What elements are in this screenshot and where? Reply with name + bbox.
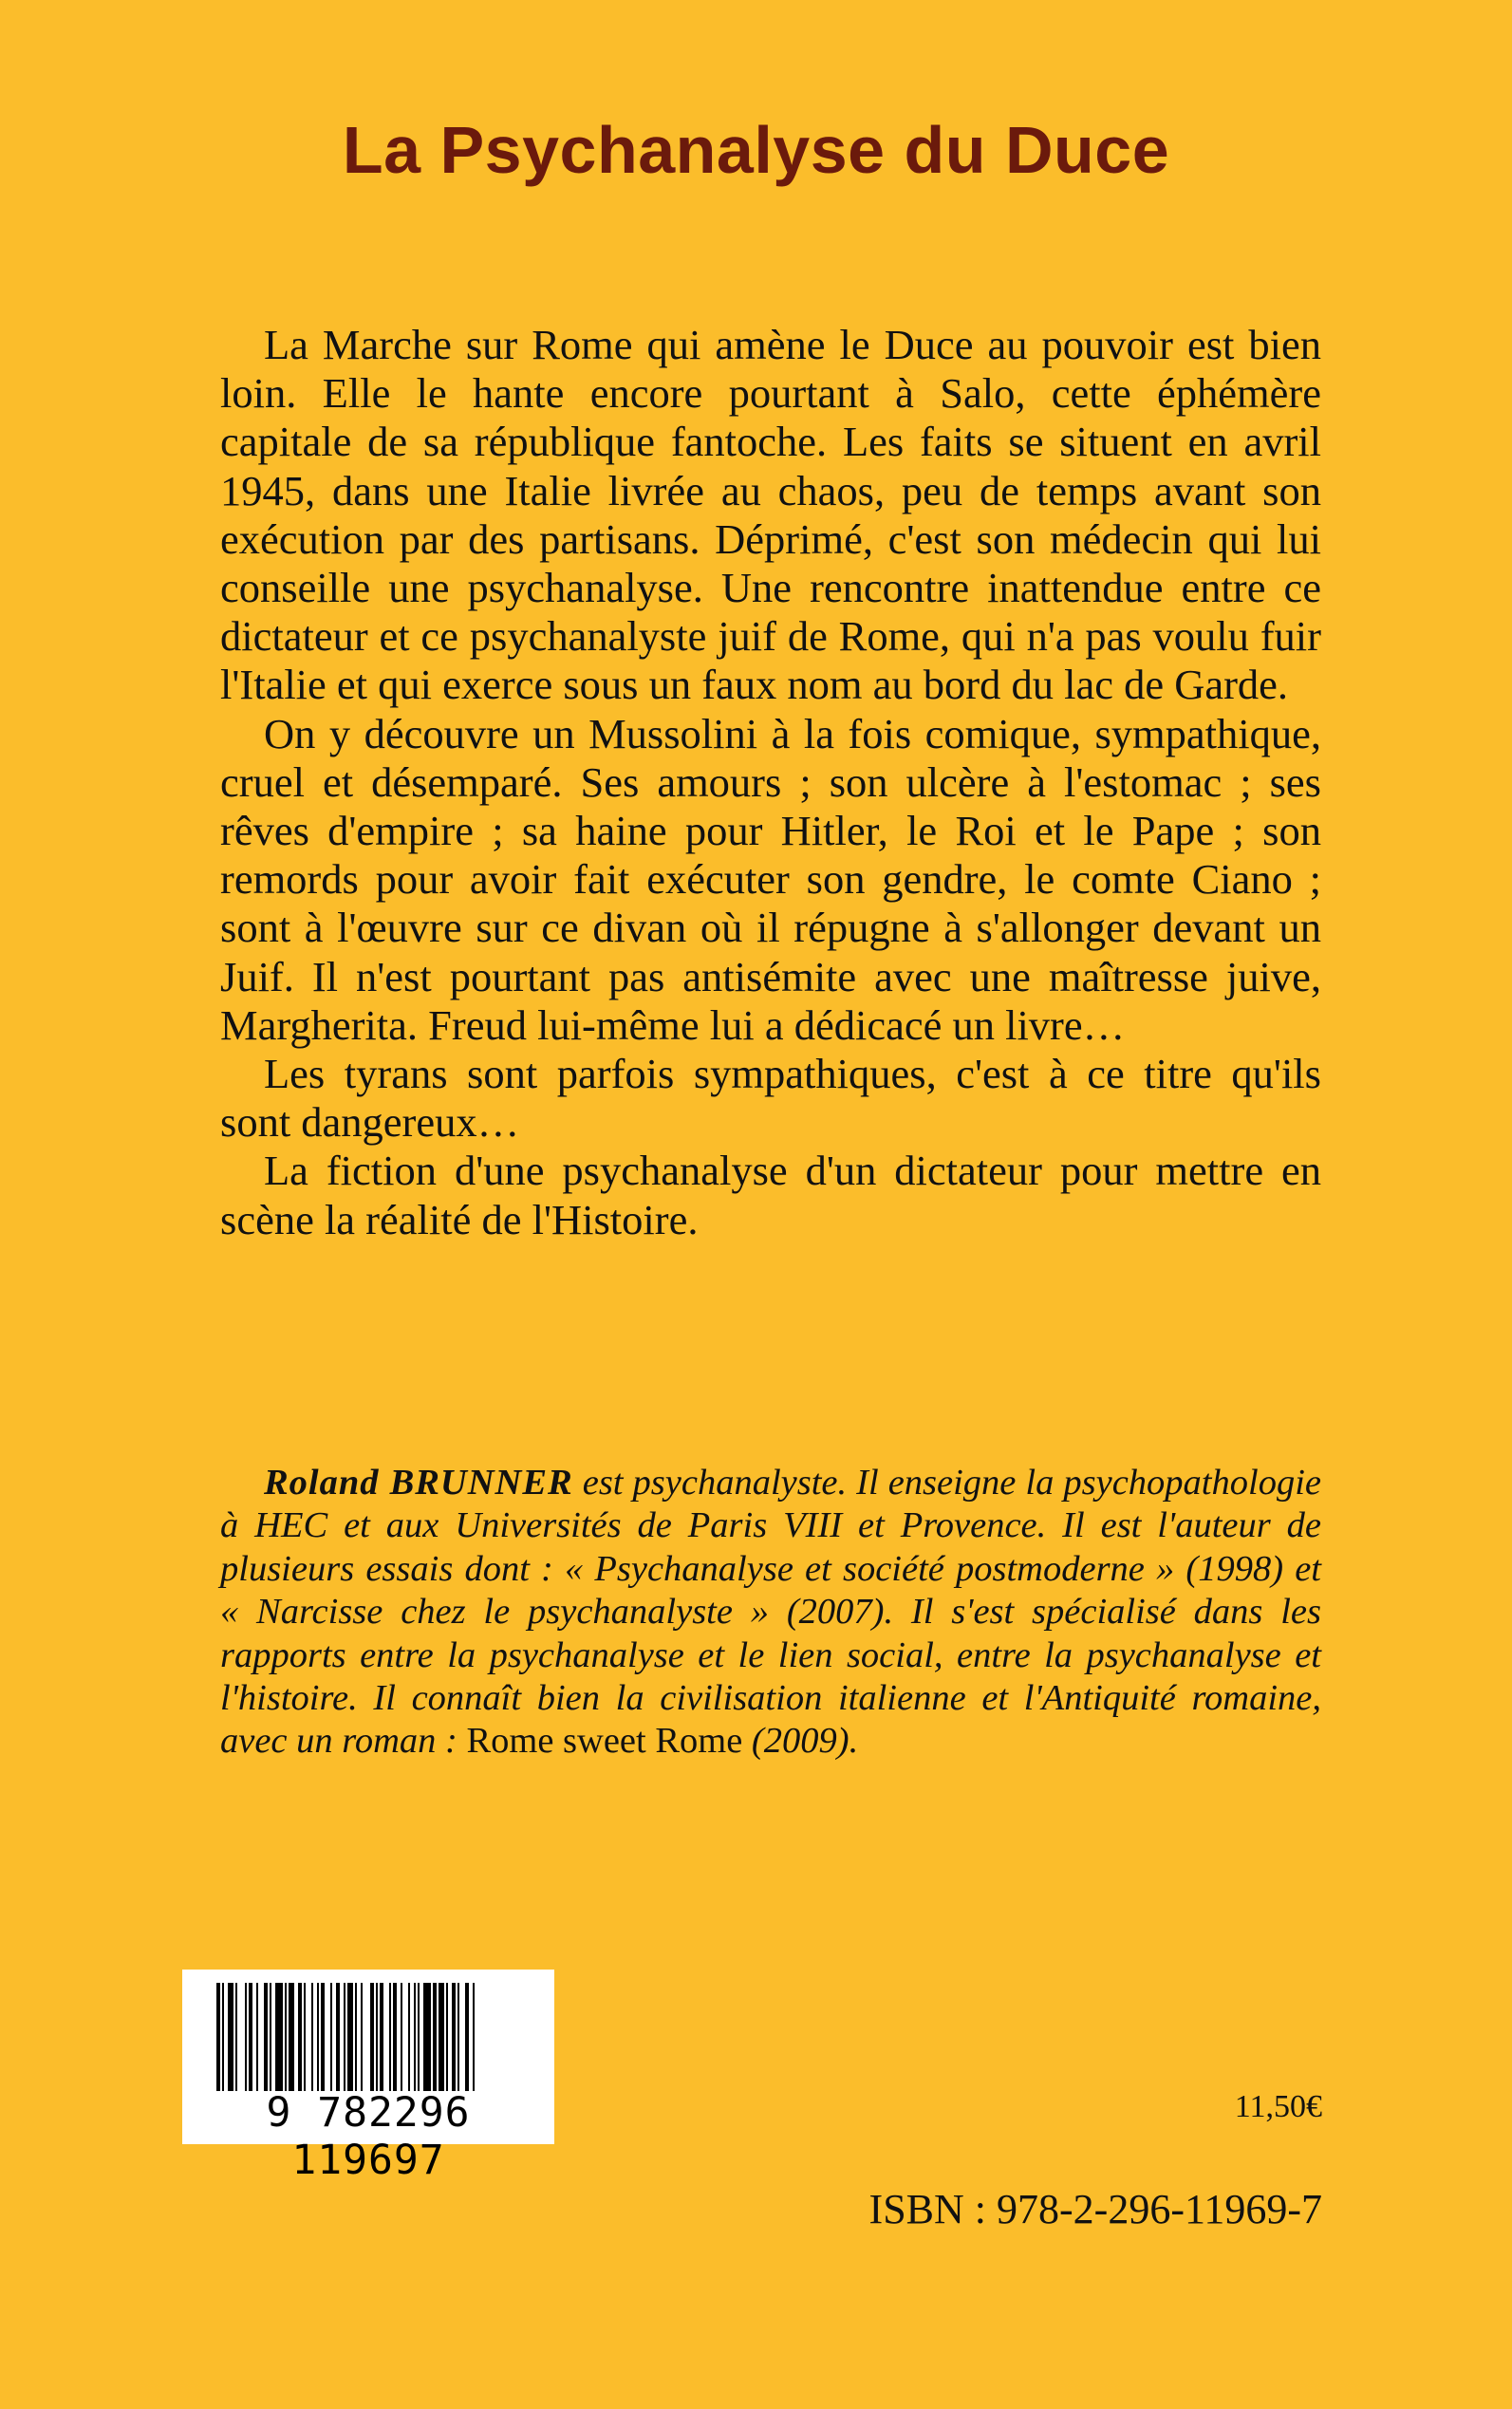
barcode-bar	[393, 1983, 397, 2091]
isbn: ISBN : 978-2-296-11969-7	[868, 2186, 1322, 2232]
barcode-bar	[433, 1983, 437, 2091]
barcode-bar	[446, 1983, 448, 2091]
barcode-bar	[317, 1983, 319, 2091]
barcode-bar	[235, 1983, 237, 2091]
barcode-bar	[330, 1983, 332, 2091]
barcode-bar	[370, 1983, 374, 2091]
barcode-bar	[380, 1983, 383, 2091]
barcode-bar	[222, 1983, 224, 2091]
barcode-digits: 9 782296 119697	[266, 2089, 471, 2184]
barcode-bar	[311, 1983, 313, 2091]
barcode-bar	[228, 1983, 233, 2091]
barcode-bar	[216, 1983, 220, 2091]
synopsis-paragraph-4: La fiction d'une psychanalyse d'un dictateur pour mettre en scène la réalité de l'Histoire.	[220, 1147, 1321, 1243]
author-name: Roland BRUNNER	[264, 1463, 573, 1503]
price: 11,50€	[1234, 2089, 1322, 2124]
barcode-bar	[304, 1983, 306, 2091]
barcode-bar	[256, 1983, 258, 2091]
barcode-bar	[285, 1983, 287, 2091]
barcode-bar	[355, 1983, 357, 2091]
barcode-bar	[361, 1983, 363, 2091]
barcode-bar	[452, 1983, 456, 2091]
barcode-bar	[389, 1983, 391, 2091]
barcode-bar	[473, 1983, 475, 2091]
synopsis	[220, 321, 1321, 1244]
barcode-bar	[249, 1983, 252, 2091]
barcode-bar	[321, 1983, 325, 2091]
barcode-bar	[270, 1983, 271, 2091]
barcode-bar	[245, 1983, 247, 2091]
barcode-bar	[465, 1983, 469, 2091]
author-bio	[220, 1462, 1321, 1764]
barcode-bar	[414, 1983, 416, 2091]
barcode-bar	[347, 1983, 353, 2091]
barcode-bar	[289, 1983, 294, 2091]
barcode-bar	[298, 1983, 302, 2091]
synopsis-paragraph-3: Les tyrans sont parfois sympathiques, c'est à ce titre qu'ils sont dangereux…	[220, 1050, 1321, 1147]
barcode-bar	[401, 1983, 402, 2091]
author-bio-text: est psychanalyste. Il enseigne la psychopathologie à HEC et aux Universités de Paris VIII et Provence. Il est l'auteur de plusieurs essais dont : « Psychanalyse et société postmoderne » (1998) et « Narcisse chez le psychanalyste » (2007). Il s'est spécialisé dans les rapports entre la psychanalyse et le lien social, entre la psychanalyse et l'histoire. Il connaît bien la civilisation italienne et l'Antiquité romaine, avec un roman :	[220, 1463, 1321, 1762]
barcode-bar	[336, 1983, 340, 2091]
barcode-bar	[439, 1983, 444, 2091]
barcode	[182, 1970, 554, 2184]
barcode-bar	[457, 1983, 459, 2091]
barcode-bar	[376, 1983, 378, 2091]
barcode-bar	[418, 1983, 420, 2091]
synopsis-paragraph-1: La Marche sur Rome qui amène le Duce au pouvoir est bien loin. Elle le hante encore pourtant à Salo, cette éphémère capitale de sa république fantoche. Les faits se situent en avril 1945, dans une Italie livrée au chaos, peu de temps avant son exécution par des partisans. Déprimé, c'est son médecin qui lui conseille une psychanalyse. Une rencontre inattendue entre ce dictateur et ce psychanalyste juif de Rome, qui n'a pas voulu fuir l'Italie et qui exerce sous un faux nom au bord du lac de Garde.	[220, 321, 1321, 709]
novel-year: (2009).	[742, 1721, 859, 1762]
barcode-bar	[264, 1983, 268, 2091]
barcode-bar	[344, 1983, 345, 2091]
barcode-bars-graphic	[216, 1983, 520, 2091]
barcode-bar	[408, 1983, 410, 2091]
barcode-bar	[423, 1983, 431, 2091]
synopsis-paragraph-2: On y découvre un Mussolini à la fois comique, sympathique, cruel et désemparé. Ses amours ; son ulcère à l'estomac ; ses rêves d'empire ; sa haine pour Hitler, le Roi et le Pape ; son remords pour avoir fait exécuter son gendre, le comte Ciano ; sont à l'œuvre sur ce divan où il répugne à s'allonger devant un Juif. Il n'est pourtant pas antisémite avec une maîtresse juive, Margherita. Freud lui-même lui a dédicacé un livre…	[220, 709, 1321, 1049]
barcode-bar	[275, 1983, 283, 2091]
book-title: La Psychanalyse du Duce	[342, 113, 1170, 187]
novel-title: Rome sweet Rome	[466, 1721, 743, 1762]
